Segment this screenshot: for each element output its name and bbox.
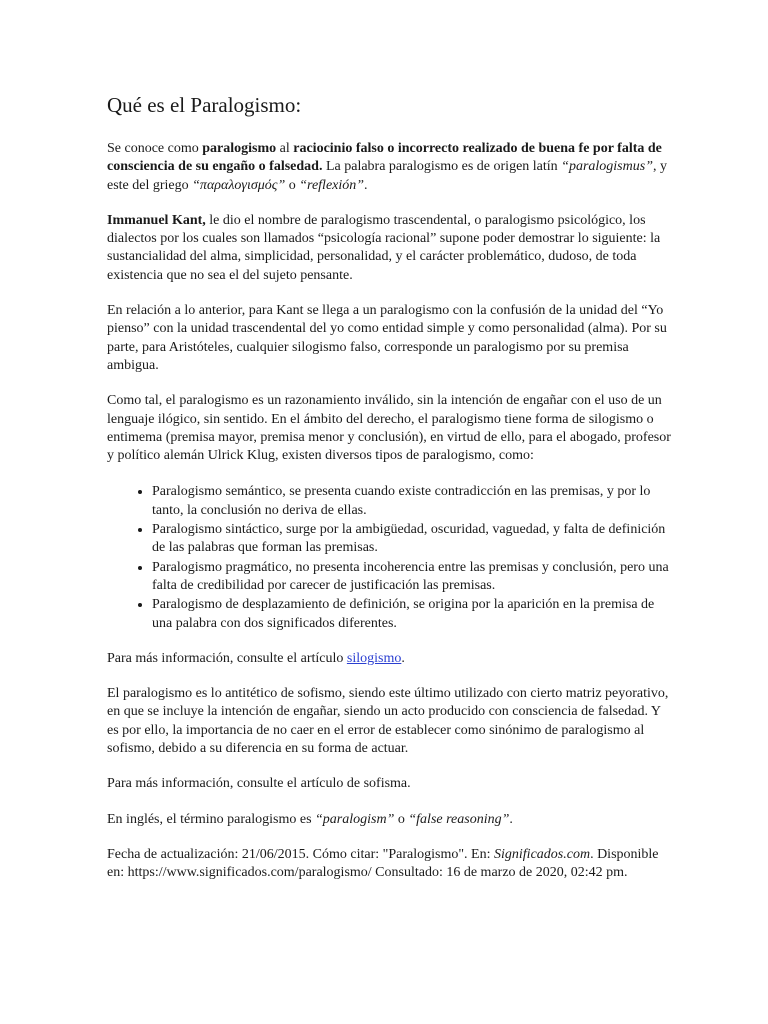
intro-paragraph xyxy=(107,140,672,195)
relation-paragraph: En relación a lo anterior, para Kant se llega a un paralogismo con la confusión de la unidad del “Yo pienso” con la unidad trascendental del yo como entidad simple y como personalidad (alma). Por su parte, para Aristóteles, cualquier silogismo falso, corresponde un paralogismo por su premisa ambigua. xyxy=(107,303,667,373)
silogismo-link[interactable]: silogismo xyxy=(346,650,402,666)
citation-paragraph xyxy=(107,846,672,883)
text: . xyxy=(364,177,368,193)
greek-term: “παραλογισμός” xyxy=(192,177,286,193)
more-info-silogismo xyxy=(107,650,672,668)
text: La palabra paralogismo es de origen latín xyxy=(322,159,562,175)
text: al xyxy=(276,141,294,156)
english-term-paragraph xyxy=(107,811,672,829)
list-item: • Paralogismo de desplazamiento de definición, se origina por la aparición en la premisa de una palabra con dos significados diferentes. xyxy=(152,595,672,633)
sofismo-paragraph: El paralogismo es lo antitético de sofismo, siendo este último utilizado con cierto matriz peyorativo, en que se incluye la intención de engañar, siendo un acto producido con consciencia de falsedad. Y es por ello, la importancia de no caer en el error de establecer como sinónimo de paralogismo al sofismo, debido a su diferencia en su forma de actuar. xyxy=(107,686,669,757)
source-name: Significados.com xyxy=(494,846,591,862)
bold-name: Immanuel Kant, xyxy=(107,212,206,228)
types-intro-paragraph: Como tal, el paralogismo es un razonamiento inválido, sin la intención de engañar con el uso de un lenguaje ilógico, sin sentido. En el ámbito del derecho, el paralogismo tiene forma de silogismo o entimema (premisa mayor, premisa menor y conclusión), en virtud de ello, para el abogado, profesor y político alemán Ulrick Klug, existen diversos tipos de paralogismo, como: xyxy=(107,393,671,464)
text: o xyxy=(394,811,409,827)
text: , y este del griego xyxy=(107,159,667,193)
bold-definition: raciocinio falso o incorrecto realizado de buena fe por falta de consciencia de su engaño o falsedad. xyxy=(107,141,662,175)
latin-term: “paralogismus” xyxy=(561,159,653,175)
kant-paragraph xyxy=(107,212,672,285)
page-title: Qué es el Paralogismo: xyxy=(107,93,302,117)
text: . xyxy=(509,811,513,827)
text: . xyxy=(401,650,405,666)
english-term: “false reasoning” xyxy=(408,811,510,827)
list-item: • Paralogismo semántico, se presenta cuando existe contradicción en las premisas, y por lo tanto, la conclusión no deriva de ellas. xyxy=(152,482,672,520)
text: o xyxy=(285,177,300,193)
text: En inglés, el término paralogismo es xyxy=(107,811,316,827)
types-list xyxy=(107,482,672,632)
bold-term: paralogismo xyxy=(202,141,277,156)
text: Para más información, consulte el artículo xyxy=(107,650,347,666)
reflexion-term: “reflexión” xyxy=(299,177,365,193)
english-term: “paralogism” xyxy=(315,811,395,827)
text: . Disponible en: https://www.significados.com/paralogismo/ Consultado: 16 de marzo de 2020, 02:42 pm. xyxy=(107,846,659,881)
text: Fecha de actualización: 21/06/2015. Cómo citar: "Paralogismo". En: xyxy=(107,846,495,862)
list-item: • Paralogismo sintáctico, surge por la ambigüedad, oscuridad, vaguedad, y falta de definición de las palabras que forman las premisas. xyxy=(152,520,672,558)
list-item: • Paralogismo pragmático, no presenta incoherencia entre las premisas y conclusión, pero una falta de credibilidad por carecer de justificación las premisas. xyxy=(152,558,672,596)
text: Se conoce como xyxy=(107,141,203,156)
more-info-sofisma: Para más información, consulte el artículo de sofisma. xyxy=(107,776,411,792)
text: le dio el nombre de paralogismo trascendental, o paralogismo psicológico, los dialectos por los cuales son llamados “psicología racional” supone poder demostrar lo siguiente: la sustancialidad del alma, simplicidad, personalidad, y el carácter problemático, dudoso, de toda existencia que no sea el del sujeto pensante. xyxy=(107,212,661,283)
